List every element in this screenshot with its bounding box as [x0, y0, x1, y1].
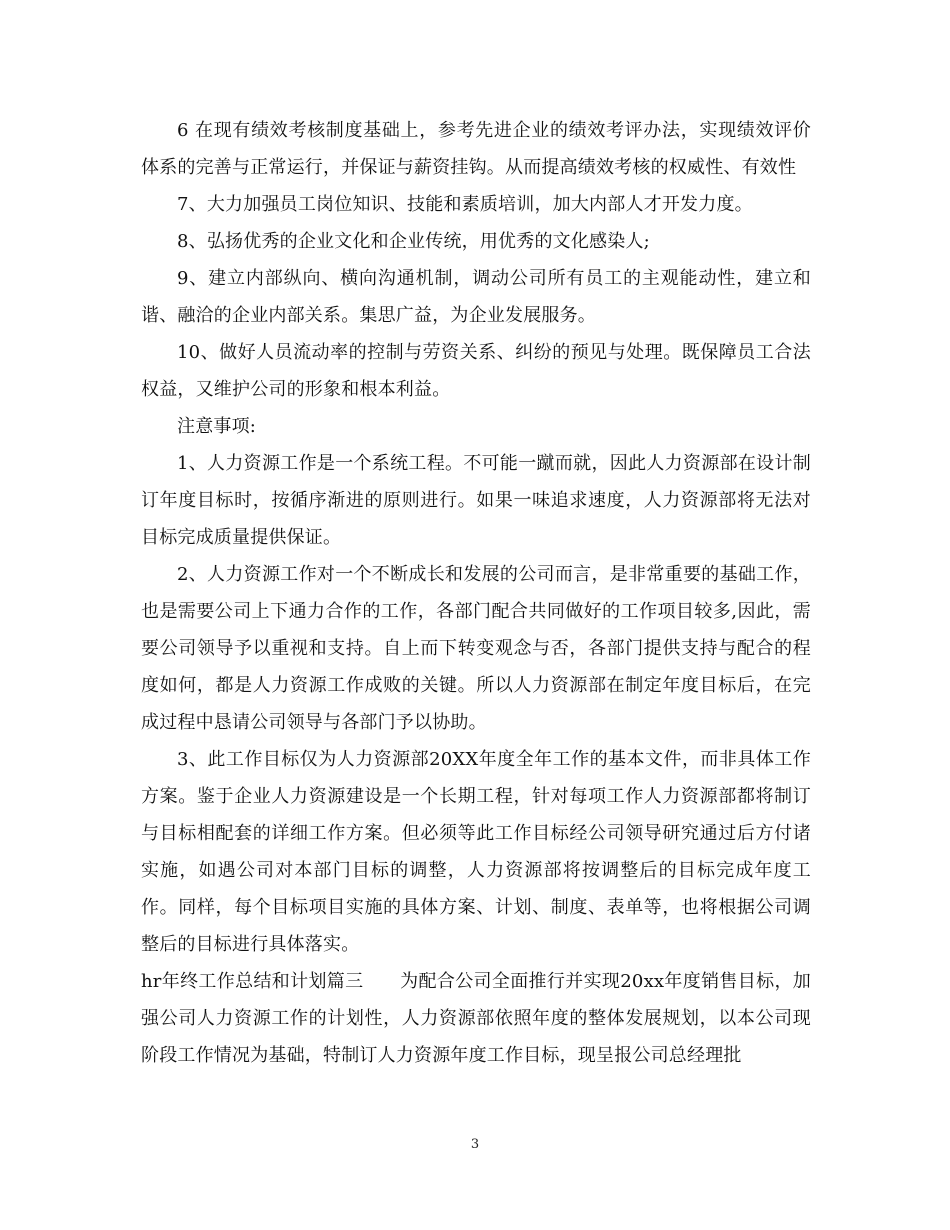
section-three-intro: hr年终工作总结和计划篇三 为配合公司全面推行并实现20xx年度销售目标，加强公司人力资源工作的计划性，人力资源部依照年度的整体发展规划，以本公司现阶段工作情况为基础，特制订人力资源年度工作目标，现呈报公司总经理批: [141, 971, 811, 1066]
notes-heading: 注意事项:: [177, 416, 257, 437]
paragraph-item-10: 10、做好人员流动率的控制与劳资关系、纠纷的预见与处理。既保障员工合法权益，又维护公司的形象和根本利益。: [141, 342, 811, 400]
paragraph-item-8: 8、弘扬优秀的企业文化和企业传统，用优秀的文化感染人;: [177, 231, 650, 252]
paragraph-item-7: 7、大力加强员工岗位知识、技能和素质培训，加大内部人才开发力度。: [177, 194, 753, 215]
note-item-1: 1、人力资源工作是一个系统工程。不可能一蹴而就，因此人力资源部在设计制订年度目标时，按循序渐进的原则进行。如果一味追求速度，人力资源部将无法对目标完成质量提供保证。: [141, 453, 811, 548]
paragraph-item-9: 9、建立内部纵向、横向沟通机制，调动公司所有员工的主观能动性，建立和谐、融洽的企业内部关系。集思广益，为企业发展服务。: [141, 268, 811, 326]
note-item-2: 2、人力资源工作对一个不断成长和发展的公司而言，是非常重要的基础工作，也是需要公司上下通力合作的工作，各部门配合共同做好的工作项目较多,因此，需要公司领导予以重视和支持。自上而下转变观念与否，各部门提供支持与配合的程度如何，都是人力资源工作成败的关键。所以人力资源部在制定年度目标后，在完成过程中恳请公司领导与各部门予以协助。: [141, 564, 811, 733]
page-number: 3: [470, 1137, 480, 1152]
note-item-3: 3、此工作目标仅为人力资源部20XX年度全年工作的基本文件，而非具体工作方案。鉴于企业人力资源建设是一个长期工程，针对每项工作人力资源部都将制订与目标相配套的详细工作方案。但必须等此工作目标经公司领导研究通过后方付诸实施，如遇公司对本部门目标的调整，人力资源部将按调整后的目标完成年度工作。同样，每个目标项目实施的具体方案、计划、制度、表单等，也将根据公司调整后的目标进行具体落实。: [141, 749, 811, 955]
paragraph-item-6: 6 在现有绩效考核制度基础上，参考先进企业的绩效考评办法，实现绩效评价体系的完善与正常运行，并保证与薪资挂钩。从而提高绩效考核的权威性、有效性: [141, 120, 811, 178]
document-body: [141, 112, 811, 1074]
